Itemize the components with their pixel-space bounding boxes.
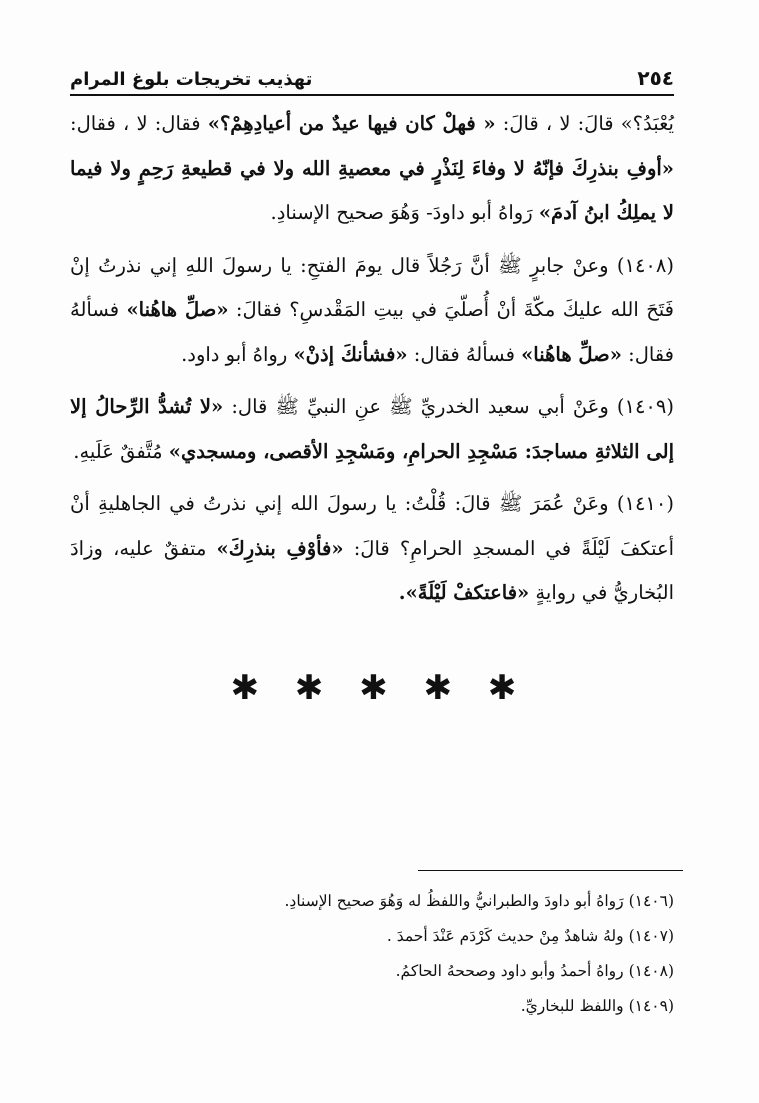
footnotes — [70, 884, 674, 1024]
text-segment: (١٤١٠) وعَنْ عُمَرَ ﷺ قالَ: قُلْتُ: يا رسولَ الله إني نذرتُ في الجاهليةِ أنْ أعتكفَ لَيْلَةً في المسجدِ الحرامِ؟ قالَ: — [70, 492, 675, 560]
paragraph-1409 — [70, 385, 674, 474]
book-title: تهذيب تخريجات بلوغ المرام — [70, 69, 313, 90]
section-separator: ✱ ✱ ✱ ✱ ✱ — [230, 668, 529, 708]
footnote-1408: (١٤٠٨) رواهُ أحمدُ وأبو داود وصححهُ الحاكمُ. — [395, 962, 674, 980]
text-segment: متفقٌ عليه، وزادَ البُخاريُّ في روايةٍ — [70, 536, 674, 604]
hadith-quote: «صلِّ هاهُنا» — [521, 342, 622, 366]
text-segment: (١٤٠٨) وعنْ جابرٍ ﷺ أنَّ رَجُلاً قال يومَ الفتحِ: يا رسولَ اللهِ إني نذرتُ إنْ فَتَحَ الله عليكَ مكّةَ أنْ أُصلّيَ في بيتِ المَقْدسِ؟ فقالَ: — [70, 253, 674, 321]
footnote-1409: (١٤٠٩) واللفظ للبخاريِّ. — [520, 997, 674, 1015]
hadith-quote: «فاعتكفْ لَيْلَةً». — [398, 581, 530, 604]
main-text — [70, 102, 674, 616]
running-header — [70, 60, 674, 96]
text-segment: رواهُ أبو داود. — [181, 342, 294, 366]
paragraph-1408 — [70, 244, 674, 378]
hadith-quote: «فأوْفِ بنذرِكَ» — [216, 536, 344, 560]
footnote-1406: (١٤٠٦) رَواهُ أبو داودَ والطبرانيُّ واللفظُ له وَهُوَ صحيح الإسنادِ. — [284, 892, 674, 910]
hadith-quote: «صلِّ هاهُنا» — [126, 298, 229, 321]
text-segment: فسألهُ فقال: — [70, 298, 674, 366]
hadith-quote: «لا تُشدُّ الرِّحالُ إلا إلى الثلاثةِ مساجدَ: مَسْجِدِ الحرامِ، ومَسْجِدِ الأقصى، ومسجدي» — [70, 395, 674, 463]
text-segment: يُعْبَدُ؟» قالَ: لا ، قالَ: — [495, 112, 674, 135]
paragraph-1410 — [70, 482, 674, 616]
text-segment: فسألهُ فقال: — [407, 342, 522, 366]
text-segment: مُتَّفقٌ عَلَيهِ. — [73, 439, 169, 463]
text-segment: رَواهُ أبو داودَ- وَهُوَ صحيح الإسنادِ. — [270, 201, 539, 224]
paragraph-1407-continuation — [70, 102, 674, 236]
text-segment: فقال: لا ، فقال: — [70, 112, 208, 135]
hadith-quote: « فهلْ كان فيها عيدٌ من أعيادِهِمْ؟» — [207, 112, 496, 135]
footnote-1407: (١٤٠٧) ولهُ شاهدٌ مِنْ حديث كَرْدَم عَنْدَ أحمدَ . — [386, 927, 674, 945]
hadith-quote: «أوفِ بنذرِكَ فإنّهُ لا وفاءَ لِنَذْرٍ في معصيةِ الله ولا في قطيعةِ رَحِمٍ ولا فيما لا يملِكُ ابنُ آدمَ» — [70, 156, 674, 224]
page-number: ٢٥٤ — [637, 66, 674, 90]
text-segment: (١٤٠٩) وعَنْ أبي سعيد الخدريِّ ﷺ عنِ النبيِّ ﷺ قال: — [223, 395, 674, 418]
hadith-quote: «فشأنكَ إذنْ» — [293, 342, 408, 366]
footnote-rule — [418, 870, 683, 871]
